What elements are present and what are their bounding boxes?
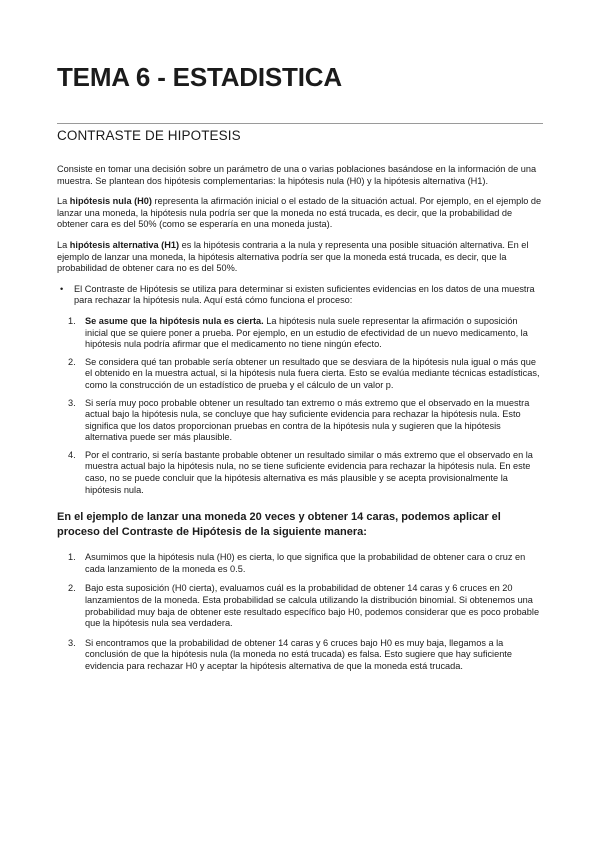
h1-text: es la hipótesis contraria a la nula y representa una posible situación alternativa. En el ejemplo de lanzar una moneda, la hipótesis alternativa podría ser que la moneda está trucada, es decir, que la probabilidad de obtener cara no es del 50%.	[57, 239, 529, 274]
step-body: Si encontramos que la probabilidad de obtener 14 caras y 6 cruces bajo H0 es muy baja, llegamos a la conclusión de que la hipótesis nula (la moneda no está trucada) es falsa. Esto sugiere que hay suficiente evidencia para rechazar H0 y aceptar la hipótesis alternativa de que la moneda está trucada.	[85, 637, 512, 671]
step-body: Por el contrario, si sería bastante probable obtener un resultado similar o más extremo que el observado en la muestra actual bajo la hipótesis nula, no se tiene suficiente evidencia para rechazar la hipótesis nula. En este caso, no se puede concluir que la hipótesis alternativa es más plausible y se acepta provisionalmente la hipótesis nula.	[85, 449, 533, 495]
step-body: Se considera qué tan probable sería obtener un resultado que se desviara de la hipótesis nula igual o más que el obtenido en la muestra actual, si la hipótesis nula fuera cierta. Esto se evalúa mediante técnicas estadísticas, como la construcción de un estadístico de prueba y el cálculo de un valor p.	[85, 356, 540, 390]
process-steps-list	[57, 316, 543, 496]
example-step	[68, 583, 543, 629]
step-body: La hipótesis nula suele representar la afirmación o suposición inicial que se quiere poner a prueba. Por ejemplo, en un estudio de efectividad de un nuevo medicamento, la hipótesis nula podría afirmar que el medicamento no tiene ningún efecto.	[85, 315, 528, 350]
step-number: 1.	[68, 552, 76, 563]
h0-text: representa la afirmación inicial o el estado de la situación actual. Por ejemplo, en el ejemplo de lanzar una moneda, la hipótesis nula podría ser que la moneda no está trucada, es decir, que la probabilidad de obtener cara es del 50% (como se esperaría en una moneda justa).	[57, 196, 542, 230]
intro-paragraph: Consiste en tomar una decisión sobre un parámetro de una o varias poblaciones basándose en la información de una muestra. Se plantean dos hipótesis complementarias: la hipótesis nula (H0) y la hipótesis alternativa (H1).	[57, 164, 537, 186]
h1-paragraph	[57, 240, 543, 275]
step-bold: Se asume que la hipótesis nula es cierta.	[85, 315, 264, 326]
example-step	[68, 638, 543, 673]
step-number: 2.	[68, 356, 76, 367]
step-number: 3.	[68, 397, 76, 408]
bullet-dot-icon: •	[60, 283, 64, 294]
process-step	[68, 316, 543, 351]
step-body: Bajo esta suposición (H0 cierta), evaluamos cuál es la probabilidad de obtener 14 caras y 6 cruces en 20 lanzamientos de la moneda. Esta probabilidad se calcula utilizando la distribución binomial. Si obtenemos una probabilidad muy baja de obtener este resultado específico bajo H0, podemos considerar que es poco probable que la hipótesis nula sea verdadera.	[85, 583, 540, 629]
h1-prefix: La	[57, 239, 70, 250]
step-number: 2.	[68, 583, 76, 594]
step-number: 3.	[68, 637, 76, 648]
section-title: CONTRASTE DE HIPOTESIS	[57, 128, 241, 143]
step-body: Asumimos que la hipótesis nula (H0) es cierta, lo que significa que la probabilidad de obtener cara o cruz en cada lanzamiento de la moneda es 0.5.	[85, 552, 526, 574]
h1-term: hipótesis alternativa (H1)	[69, 239, 180, 250]
process-step	[68, 398, 543, 444]
step-number: 4.	[68, 449, 76, 460]
example-steps-list	[57, 552, 543, 672]
h0-term: hipótesis nula (H0)	[69, 196, 152, 207]
bullet-text: El Contraste de Hipótesis se utiliza para determinar si existen suficientes evidencias en los datos de una muestra para rechazar la hipótesis nula. Aquí está cómo funciona el proceso:	[74, 283, 535, 306]
h0-prefix: La	[57, 196, 70, 207]
step-number: 1.	[68, 315, 76, 326]
page-title: TEMA 6 - ESTADISTICA	[57, 62, 342, 92]
title-divider	[57, 123, 543, 124]
step-body: Si sería muy poco probable obtener un resultado tan extremo o más extremo que el observado en la muestra actual bajo la hipótesis nula, se concluye que hay suficiente evidencia para rechazar la hipótesis nula. Esto significa que los datos proporcionan pruebas en contra de la hipótesis nula y sugieren que la hipótesis alternativa puede ser más plausible.	[85, 397, 530, 443]
example-heading: En el ejemplo de lanzar una moneda 20 veces y obtener 14 caras, podemos aplicar el proceso del Contraste de Hipótesis de la siguiente manera:	[57, 511, 501, 539]
step-text	[85, 316, 543, 351]
process-step	[68, 357, 543, 392]
bullet-item	[57, 284, 543, 307]
process-step	[68, 450, 543, 496]
h0-paragraph	[57, 196, 543, 231]
example-step	[68, 552, 543, 575]
bullet-list	[57, 284, 543, 307]
